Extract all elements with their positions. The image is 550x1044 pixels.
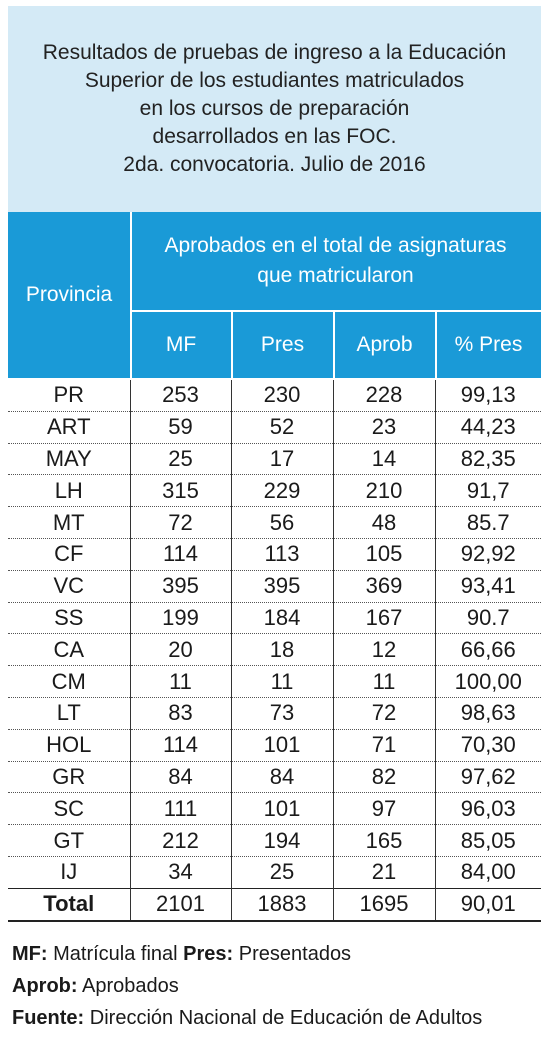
cell-pres: 25: [231, 856, 333, 888]
table-row: [8, 729, 541, 761]
title-line: en los cursos de preparación: [139, 97, 410, 120]
footnote-abbrev: [12, 939, 351, 969]
table-row: [8, 825, 541, 857]
cell-aprob: 167: [333, 602, 435, 634]
header-group-line: Aprobados en el total de asignaturas: [164, 234, 507, 257]
cell-mf: 395: [130, 570, 231, 602]
table-title: [8, 6, 541, 212]
footnote-aprob: [12, 971, 179, 1001]
cell-mf: 59: [130, 411, 231, 443]
cell-province: PR: [8, 380, 130, 411]
table-row: [8, 761, 541, 793]
header-col-pres: Pres: [260, 332, 305, 356]
cell-province: CM: [8, 666, 130, 698]
cell-mf: 315: [130, 475, 231, 507]
cell-mf: 84: [130, 761, 231, 793]
cell-aprob: 165: [333, 825, 435, 857]
cell-aprob: 11: [333, 666, 435, 698]
cell-mf: 114: [130, 729, 231, 761]
cell-aprob: 21: [333, 856, 435, 888]
cell-mf: 199: [130, 602, 231, 634]
footnote-source: [12, 1003, 482, 1033]
cell-pct-pres: 85.7: [435, 507, 541, 539]
cell-province: SC: [8, 793, 130, 825]
cell-province: ART: [8, 411, 130, 443]
cell-mf: 253: [130, 380, 231, 411]
cell-pct-pres: 90.7: [435, 602, 541, 634]
cell-pres: 84: [231, 761, 333, 793]
cell-pres: 395: [231, 570, 333, 602]
table-row: [8, 443, 541, 475]
cell-pct-pres: 98,63: [435, 697, 541, 729]
cell-province: LH: [8, 475, 130, 507]
table-row: [8, 602, 541, 634]
cell-pct-pres: 96,03: [435, 793, 541, 825]
cell-pres: 56: [231, 507, 333, 539]
cell-aprob: 1695: [333, 888, 435, 920]
total-row: [8, 888, 541, 920]
cell-pct-pres: 93,41: [435, 570, 541, 602]
cell-aprob: 97: [333, 793, 435, 825]
cell-pct-pres: 99,13: [435, 380, 541, 411]
footnote-value: Dirección Nacional de Educación de Adultos: [89, 1007, 483, 1029]
table-row: [8, 856, 541, 888]
cell-pct-pres: 66,66: [435, 634, 541, 666]
table-row: [8, 570, 541, 602]
footnote-value: Matrícula final: [53, 943, 178, 965]
table-row: [8, 666, 541, 698]
cell-province: CA: [8, 634, 130, 666]
table-row: [8, 475, 541, 507]
title-line: 2da. convocatoria. Julio de 2016: [123, 153, 426, 176]
table-row: [8, 507, 541, 539]
cell-aprob: 12: [333, 634, 435, 666]
table-row: [8, 538, 541, 570]
header-province: Provincia: [25, 283, 113, 306]
title-line: Superior de los estudiantes matriculados: [84, 69, 465, 92]
cell-pct-pres: 44,23: [435, 411, 541, 443]
cell-pres: 52: [231, 411, 333, 443]
cell-aprob: 72: [333, 697, 435, 729]
cell-aprob: 14: [333, 443, 435, 475]
cell-province: GT: [8, 825, 130, 857]
cell-pres: 17: [231, 443, 333, 475]
cell-aprob: 82: [333, 761, 435, 793]
cell-pct-pres: 84,00: [435, 856, 541, 888]
cell-pct-pres: 91,7: [435, 475, 541, 507]
header-group-line: que matricularon: [257, 264, 414, 287]
cell-aprob: 105: [333, 538, 435, 570]
cell-pres: 184: [231, 602, 333, 634]
cell-province: HOL: [8, 729, 130, 761]
table-row: [8, 793, 541, 825]
table-row: [8, 634, 541, 666]
cell-province: IJ: [8, 856, 130, 888]
cell-aprob: 71: [333, 729, 435, 761]
table-header: [8, 212, 541, 378]
title-line: desarrollados en las FOC.: [152, 125, 397, 148]
footnote-value: Presentados: [238, 943, 352, 965]
cell-mf: 212: [130, 825, 231, 857]
header-col-aprob: Aprob: [356, 332, 413, 356]
cell-mf: 83: [130, 697, 231, 729]
cell-mf: 111: [130, 793, 231, 825]
cell-mf: 25: [130, 443, 231, 475]
cell-pres: 1883: [231, 888, 333, 920]
cell-province: MT: [8, 507, 130, 539]
cell-province: LT: [8, 697, 130, 729]
footnote-key: Pres:: [183, 943, 234, 965]
cell-aprob: 48: [333, 507, 435, 539]
cell-pct-pres: 92,92: [435, 538, 541, 570]
cell-province: Total: [8, 888, 130, 920]
header-group: [130, 212, 541, 310]
cell-province: SS: [8, 602, 130, 634]
cell-aprob: 228: [333, 380, 435, 411]
cell-mf: 11: [130, 666, 231, 698]
cell-pres: 101: [231, 793, 333, 825]
cell-pres: 230: [231, 380, 333, 411]
cell-pres: 11: [231, 666, 333, 698]
cell-pct-pres: 82,35: [435, 443, 541, 475]
cell-mf: 114: [130, 538, 231, 570]
cell-mf: 72: [130, 507, 231, 539]
cell-mf: 2101: [130, 888, 231, 920]
header-col-pct-pres: % Pres: [454, 332, 523, 356]
table-row: [8, 411, 541, 443]
cell-pct-pres: 70,30: [435, 729, 541, 761]
cell-province: GR: [8, 761, 130, 793]
cell-pres: 101: [231, 729, 333, 761]
cell-province: CF: [8, 538, 130, 570]
footnote-key: Aprob:: [12, 975, 78, 997]
data-table: [8, 380, 541, 922]
cell-pct-pres: 90,01: [435, 888, 541, 920]
cell-pres: 229: [231, 475, 333, 507]
cell-pct-pres: 97,62: [435, 761, 541, 793]
cell-pct-pres: 85,05: [435, 825, 541, 857]
footnote-value: Aprobados: [82, 975, 179, 997]
footnote-key: Fuente:: [12, 1007, 85, 1029]
cell-aprob: 23: [333, 411, 435, 443]
cell-mf: 34: [130, 856, 231, 888]
header-col-mf: MF: [165, 332, 197, 356]
table-row: [8, 697, 541, 729]
footnote-key: MF:: [12, 943, 48, 965]
cell-pres: 113: [231, 538, 333, 570]
cell-aprob: 210: [333, 475, 435, 507]
cell-pres: 194: [231, 825, 333, 857]
cell-pct-pres: 100,00: [435, 666, 541, 698]
table-row: [8, 380, 541, 411]
cell-pres: 73: [231, 697, 333, 729]
cell-pres: 18: [231, 634, 333, 666]
cell-aprob: 369: [333, 570, 435, 602]
cell-mf: 20: [130, 634, 231, 666]
title-line: Resultados de pruebas de ingreso a la Educación: [42, 41, 507, 64]
cell-province: MAY: [8, 443, 130, 475]
cell-province: VC: [8, 570, 130, 602]
